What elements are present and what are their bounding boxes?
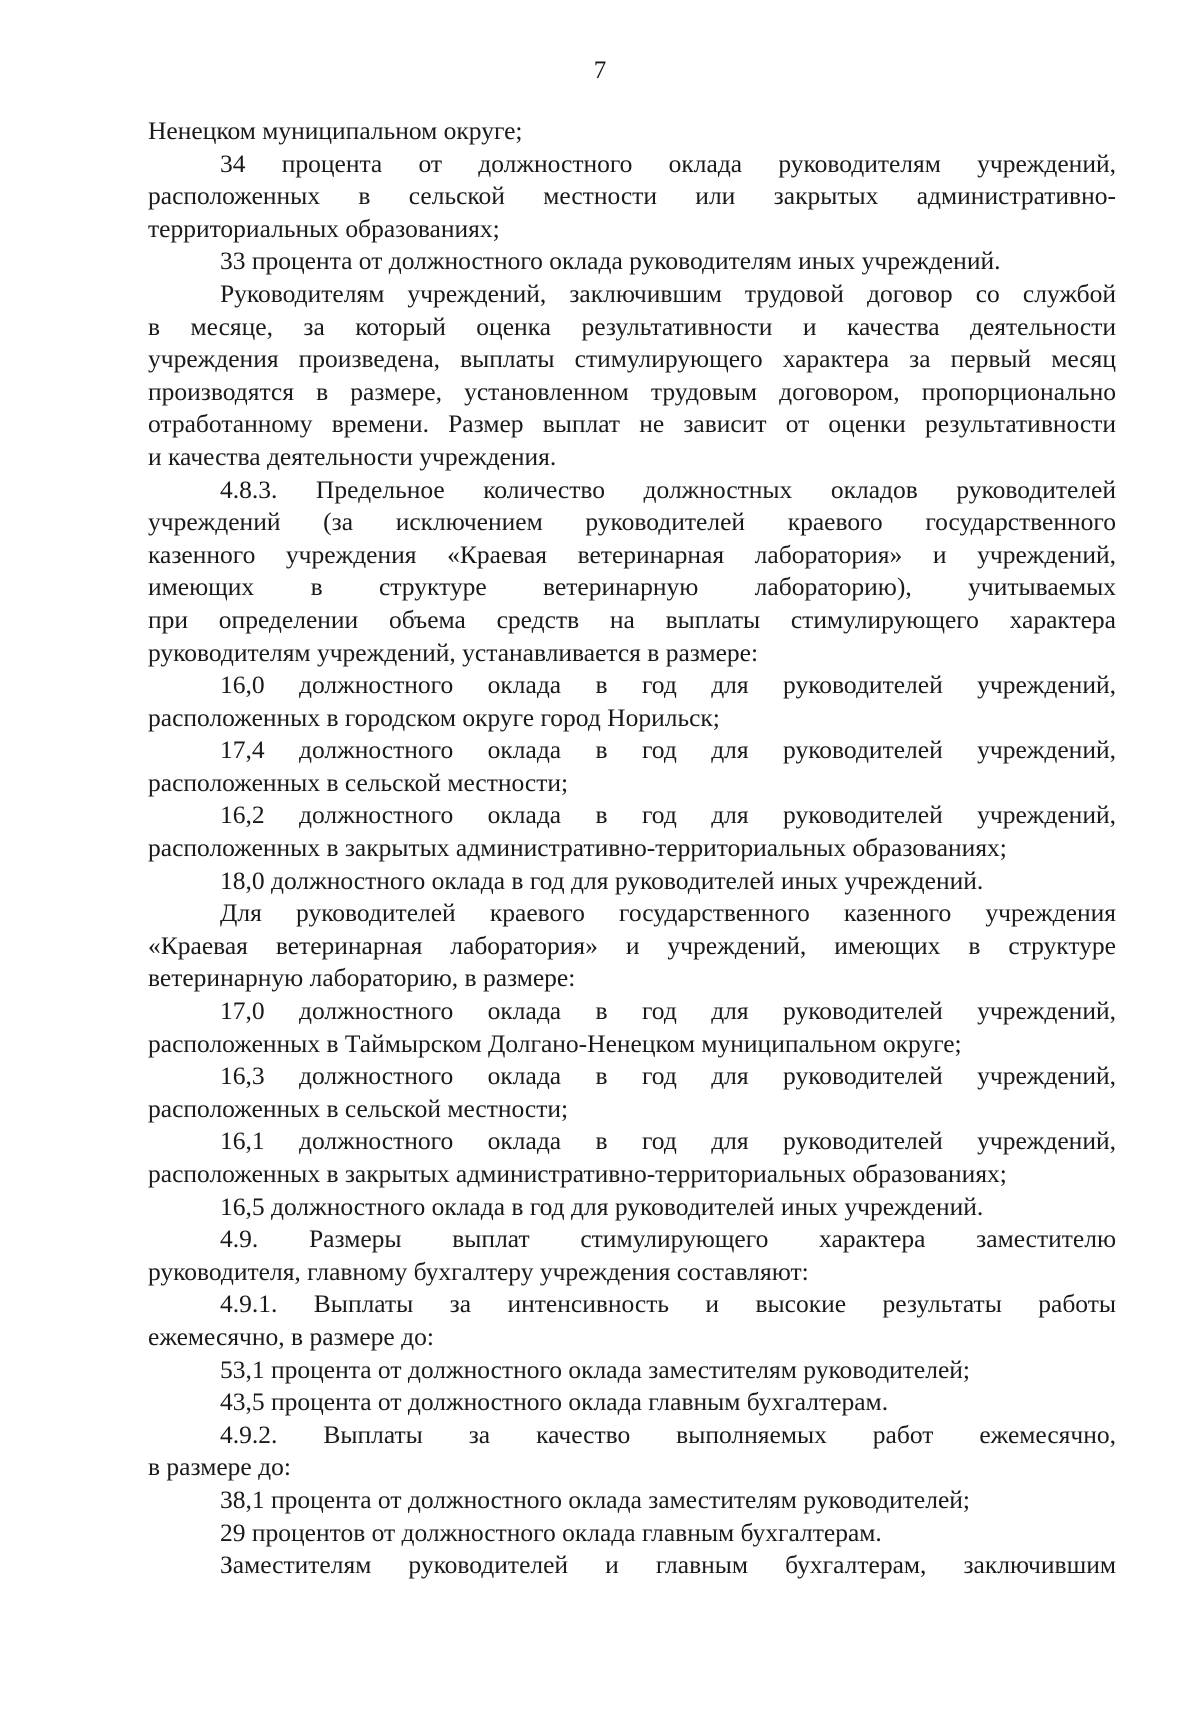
text-line: производятся в размере, установленном трудовым договором, пропорционально <box>148 376 1116 406</box>
text-line: руководителям учреждений, устанавливается в размере: <box>148 637 759 667</box>
text-line: 16,5 должностного оклада в год для руководителей иных учреждений. <box>220 1191 984 1221</box>
text-line: расположенных в закрытых административно-территориальных образованиях; <box>148 833 1007 863</box>
text-line: 16,2 должностного оклада в год для руководителей учреждений, <box>220 800 1116 830</box>
text-line: территориальных образованиях; <box>148 213 500 243</box>
text-line: 29 процентов от должностного оклада главным бухгалтерам. <box>220 1517 882 1547</box>
text-line: казенного учреждения «Краевая ветеринарная лаборатория» и учреждений, <box>148 539 1116 569</box>
text-line: ежемесячно, в размере до: <box>148 1321 434 1351</box>
text-line: 18,0 должностного оклада в год для руководителей иных учреждений. <box>220 865 984 895</box>
text-line: и качества деятельности учреждения. <box>148 441 557 471</box>
text-line: 43,5 процента от должностного оклада главным бухгалтерам. <box>220 1387 889 1417</box>
text-line: расположенных в сельской местности; <box>148 767 569 797</box>
text-line: в месяце, за который оценка результативности и качества деятельности <box>148 311 1116 341</box>
text-line: 4.9.2. Выплаты за качество выполняемых работ ежемесячно, <box>220 1419 1116 1449</box>
text-line: ветеринарную лабораторию, в размере: <box>148 963 576 993</box>
text-line: 16,0 должностного оклада в год для руководителей учреждений, <box>220 670 1116 700</box>
text-line: в размере до: <box>148 1452 291 1482</box>
text-line: Для руководителей краевого государственного казенного учреждения <box>220 898 1116 928</box>
text-line: учреждения произведена, выплаты стимулирующего характера за первый месяц <box>148 344 1116 374</box>
text-line: расположенных в сельской местности; <box>148 1093 569 1123</box>
text-line: «Краевая ветеринарная лаборатория» и учреждений, имеющих в структуре <box>148 930 1116 960</box>
text-line: 53,1 процента от должностного оклада заместителям руководителей; <box>220 1354 971 1384</box>
text-line: расположенных в закрытых административно-территориальных образованиях; <box>148 1159 1007 1188</box>
page-number: 7 <box>593 57 607 84</box>
text-line: 16,1 должностного оклада в год для руководителей учреждений, <box>220 1126 1116 1156</box>
text-line: 16,3 должностного оклада в год для руководителей учреждений, <box>220 1061 1116 1091</box>
text-line: 4.9. Размеры выплат стимулирующего характера заместителю <box>220 1224 1116 1254</box>
text-line: 4.9.1. Выплаты за интенсивность и высокие результаты работы <box>220 1289 1116 1319</box>
text-line: расположенных в городском округе город Норильск; <box>148 702 720 732</box>
text-line: Заместителям руководителей и главным бухгалтерам, заключившим <box>220 1550 1116 1580</box>
text-line: имеющих в структуре ветеринарную лабораторию), учитываемых <box>148 572 1116 602</box>
text-line: Руководителям учреждений, заключившим трудовой договор со службой <box>220 278 1116 308</box>
text-line: 33 процента от должностного оклада руководителям иных учреждений. <box>220 246 1001 276</box>
text-line: 38,1 процента от должностного оклада заместителям руководителей; <box>220 1484 971 1514</box>
text-line: учреждений (за исключением руководителей краевого государственного <box>148 507 1116 537</box>
text-line: расположенных в сельской местности или закрытых административно- <box>148 181 1116 211</box>
text-line: 17,0 должностного оклада в год для руководителей учреждений, <box>220 996 1116 1026</box>
text-line: 4.8.3. Предельное количество должностных окладов руководителей <box>220 474 1116 504</box>
text-line: Ненецком муниципальном округе; <box>148 116 523 145</box>
text-line: расположенных в Таймырском Долгано-Ненецком муниципальном округе; <box>148 1028 962 1058</box>
document-body <box>148 115 1116 1582</box>
text-line: 17,4 должностного оклада в год для руководителей учреждений, <box>220 735 1116 765</box>
text-line: руководителя, главному бухгалтеру учреждения составляют: <box>148 1256 809 1286</box>
text-line: 34 процента от должностного оклада руководителям учреждений, <box>220 148 1116 178</box>
text-line: отработанному времени. Размер выплат не зависит от оценки результативности <box>148 409 1116 439</box>
text-line: при определении объема средств на выплаты стимулирующего характера <box>148 604 1116 634</box>
